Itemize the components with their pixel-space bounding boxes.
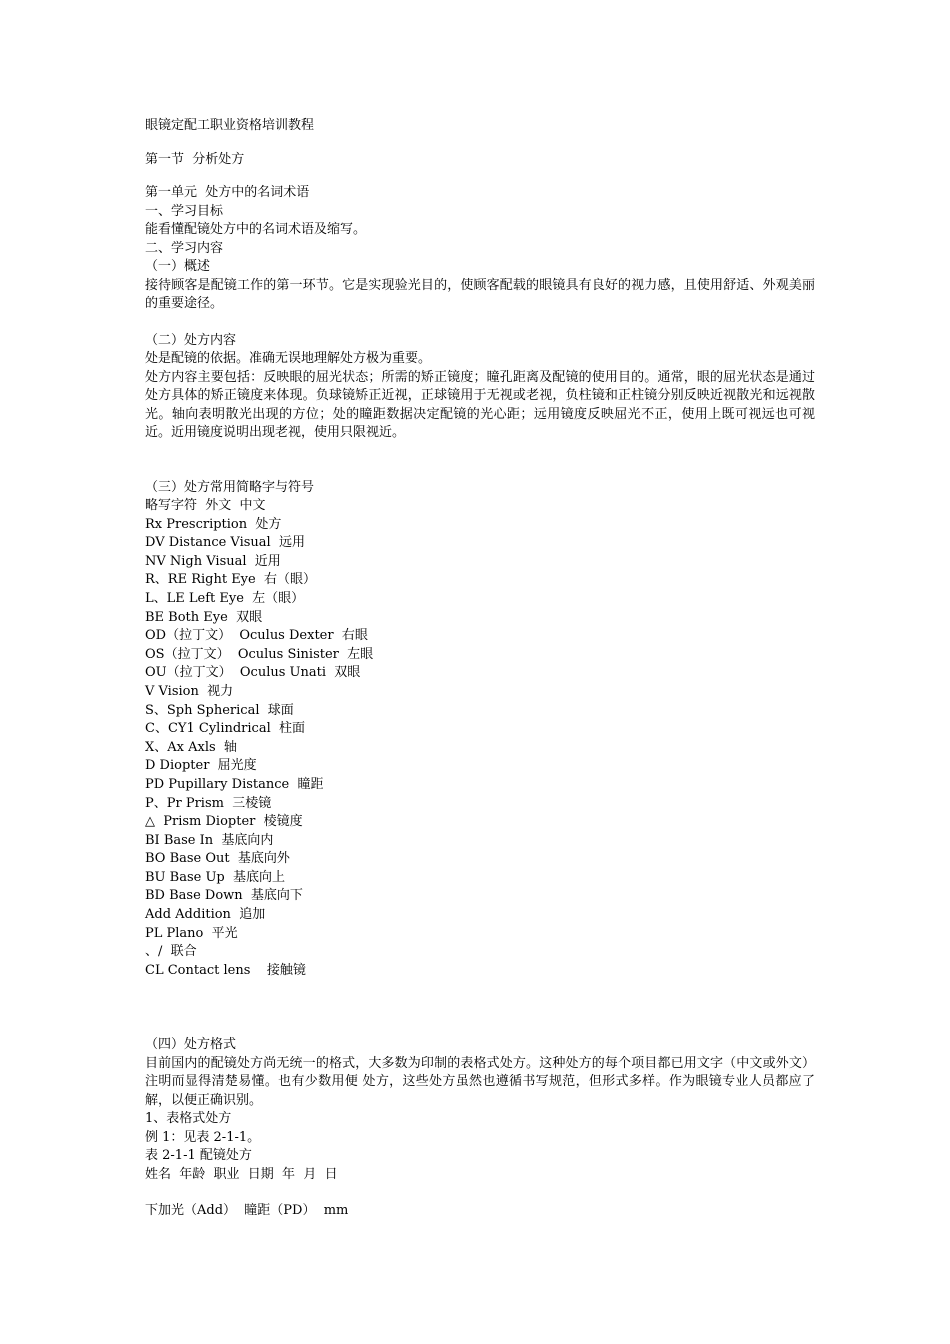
table-fields-line: 姓名 年龄 职业 日期 年 月 日 — [145, 1166, 338, 1182]
abbreviation-item: 、/ 联合 — [145, 944, 197, 960]
abbreviation-item: OS（拉丁文） Oculus Sinister 左眼 — [145, 646, 374, 662]
abbreviation-item: OD（拉丁文） Oculus Dexter 右眼 — [145, 628, 368, 644]
abbreviation-item: V Vision 视力 — [145, 683, 234, 699]
add-pd-line: 下加光（Add） 瞳距（PD） mm — [145, 1203, 349, 1219]
abbreviation-item: BD Base Down 基底向下 — [145, 888, 303, 904]
abbreviation-item: BI Base In 基底向内 — [145, 832, 274, 848]
abbreviation-item: PD Pupillary Distance 瞳距 — [145, 776, 324, 792]
abbreviation-item: DV Distance Visual 远用 — [145, 535, 305, 551]
format-paragraph: 目前国内的配镜处方尚无统一的格式，大多数为印制的表格式处方。这种处方的每个项目都已用文字（中文或外文）注明而显得清楚易懂。也有少数用便 处方，这些处方虽然也遵循书写规范，但形式多样。作为眼镜专业人员都应了解，以便正确识别。 — [145, 1055, 815, 1108]
goal-heading: 一、学习目标 — [145, 203, 224, 219]
document-title: 眼镜定配工职业资格培训教程 — [145, 118, 315, 133]
abbreviation-item: BU Base Up 基底向上 — [145, 869, 285, 885]
document-page — [145, 117, 815, 1221]
rx-content-intro: 处是配镜的依据。准确无误地理解处方极为重要。 — [145, 351, 432, 366]
abbreviation-item: BO Base Out 基底向外 — [145, 851, 290, 867]
table-format-heading: 1、表格式处方 — [145, 1111, 232, 1127]
abbreviation-item: Rx Prescription 处方 — [145, 516, 282, 532]
overview-heading: （一）概述 — [145, 259, 211, 274]
rx-content-heading: （二）处方内容 — [145, 332, 237, 348]
abbreviation-item: PL Plano 平光 — [145, 925, 238, 941]
unit-title: 第一单元 处方中的名词术语 — [145, 185, 310, 200]
abbreviation-item: 略写字符 外文 中文 — [145, 498, 266, 513]
abbreviation-item: X、Ax Axls 轴 — [145, 739, 237, 755]
format-heading: （四）处方格式 — [145, 1037, 237, 1053]
abbreviation-item: NV Nigh Visual 近用 — [145, 553, 281, 569]
content-heading: 二、学习内容 — [145, 240, 224, 256]
abbreviations-list — [145, 497, 815, 980]
table-caption: 表 2-1-1 配镜处方 — [145, 1148, 252, 1164]
rx-content-paragraph: 处方内容主要包括：反映眼的屈光状态；所需的矫正镜度；瞳孔距离及配镜的使用目的。通常，眼的屈光状态是通过处方具体的矫正镜度来体现。负球镜矫正近视，正球镜用于无视或老视，负柱镜和正柱镜分别反映近视散光和远视散光。轴向表明散光出现的方位；处的瞳距数据决定配镜的光心距；远用镜度反映屈光不正，使用上既可视远也可视近。近用镜度说明出现老视，使用只限视近。 — [145, 369, 815, 440]
abbreviation-item: △ Prism Diopter 棱镜度 — [145, 814, 303, 830]
abbreviation-item: D Diopter 屈光度 — [145, 758, 257, 774]
abbreviation-item: OU（拉丁文） Oculus Unati 双眼 — [145, 665, 361, 681]
abbreviation-item: C、CY1 Cylindrical 柱面 — [145, 721, 306, 737]
abbreviation-item: S、Sph Spherical 球面 — [145, 702, 294, 718]
goal-text: 能看懂配镜处方中的名词术语及缩写。 — [145, 222, 367, 237]
abbreviation-item: Add Addition 追加 — [145, 907, 266, 923]
abbreviation-item: L、LE Left Eye 左（眼） — [145, 590, 305, 606]
abbreviation-item: CL Contact lens 接触镜 — [145, 962, 306, 978]
abbreviation-item: R、RE Right Eye 右（眼） — [145, 572, 316, 588]
example-line: 例 1：见表 2-1-1。 — [145, 1129, 261, 1145]
abbreviation-item: BE Both Eye 双眼 — [145, 609, 263, 625]
abbreviation-item: P、Pr Prism 三棱镜 — [145, 795, 272, 811]
section-title: 第一节 分析处方 — [145, 151, 245, 167]
abbreviations-heading: （三）处方常用简略字与符号 — [145, 479, 315, 495]
overview-paragraph: 接待顾客是配镜工作的第一环节。它是实现验光目的，使顾客配载的眼镜具有良好的视力感，且使用舒适、外观美丽的重要途径。 — [145, 277, 815, 311]
